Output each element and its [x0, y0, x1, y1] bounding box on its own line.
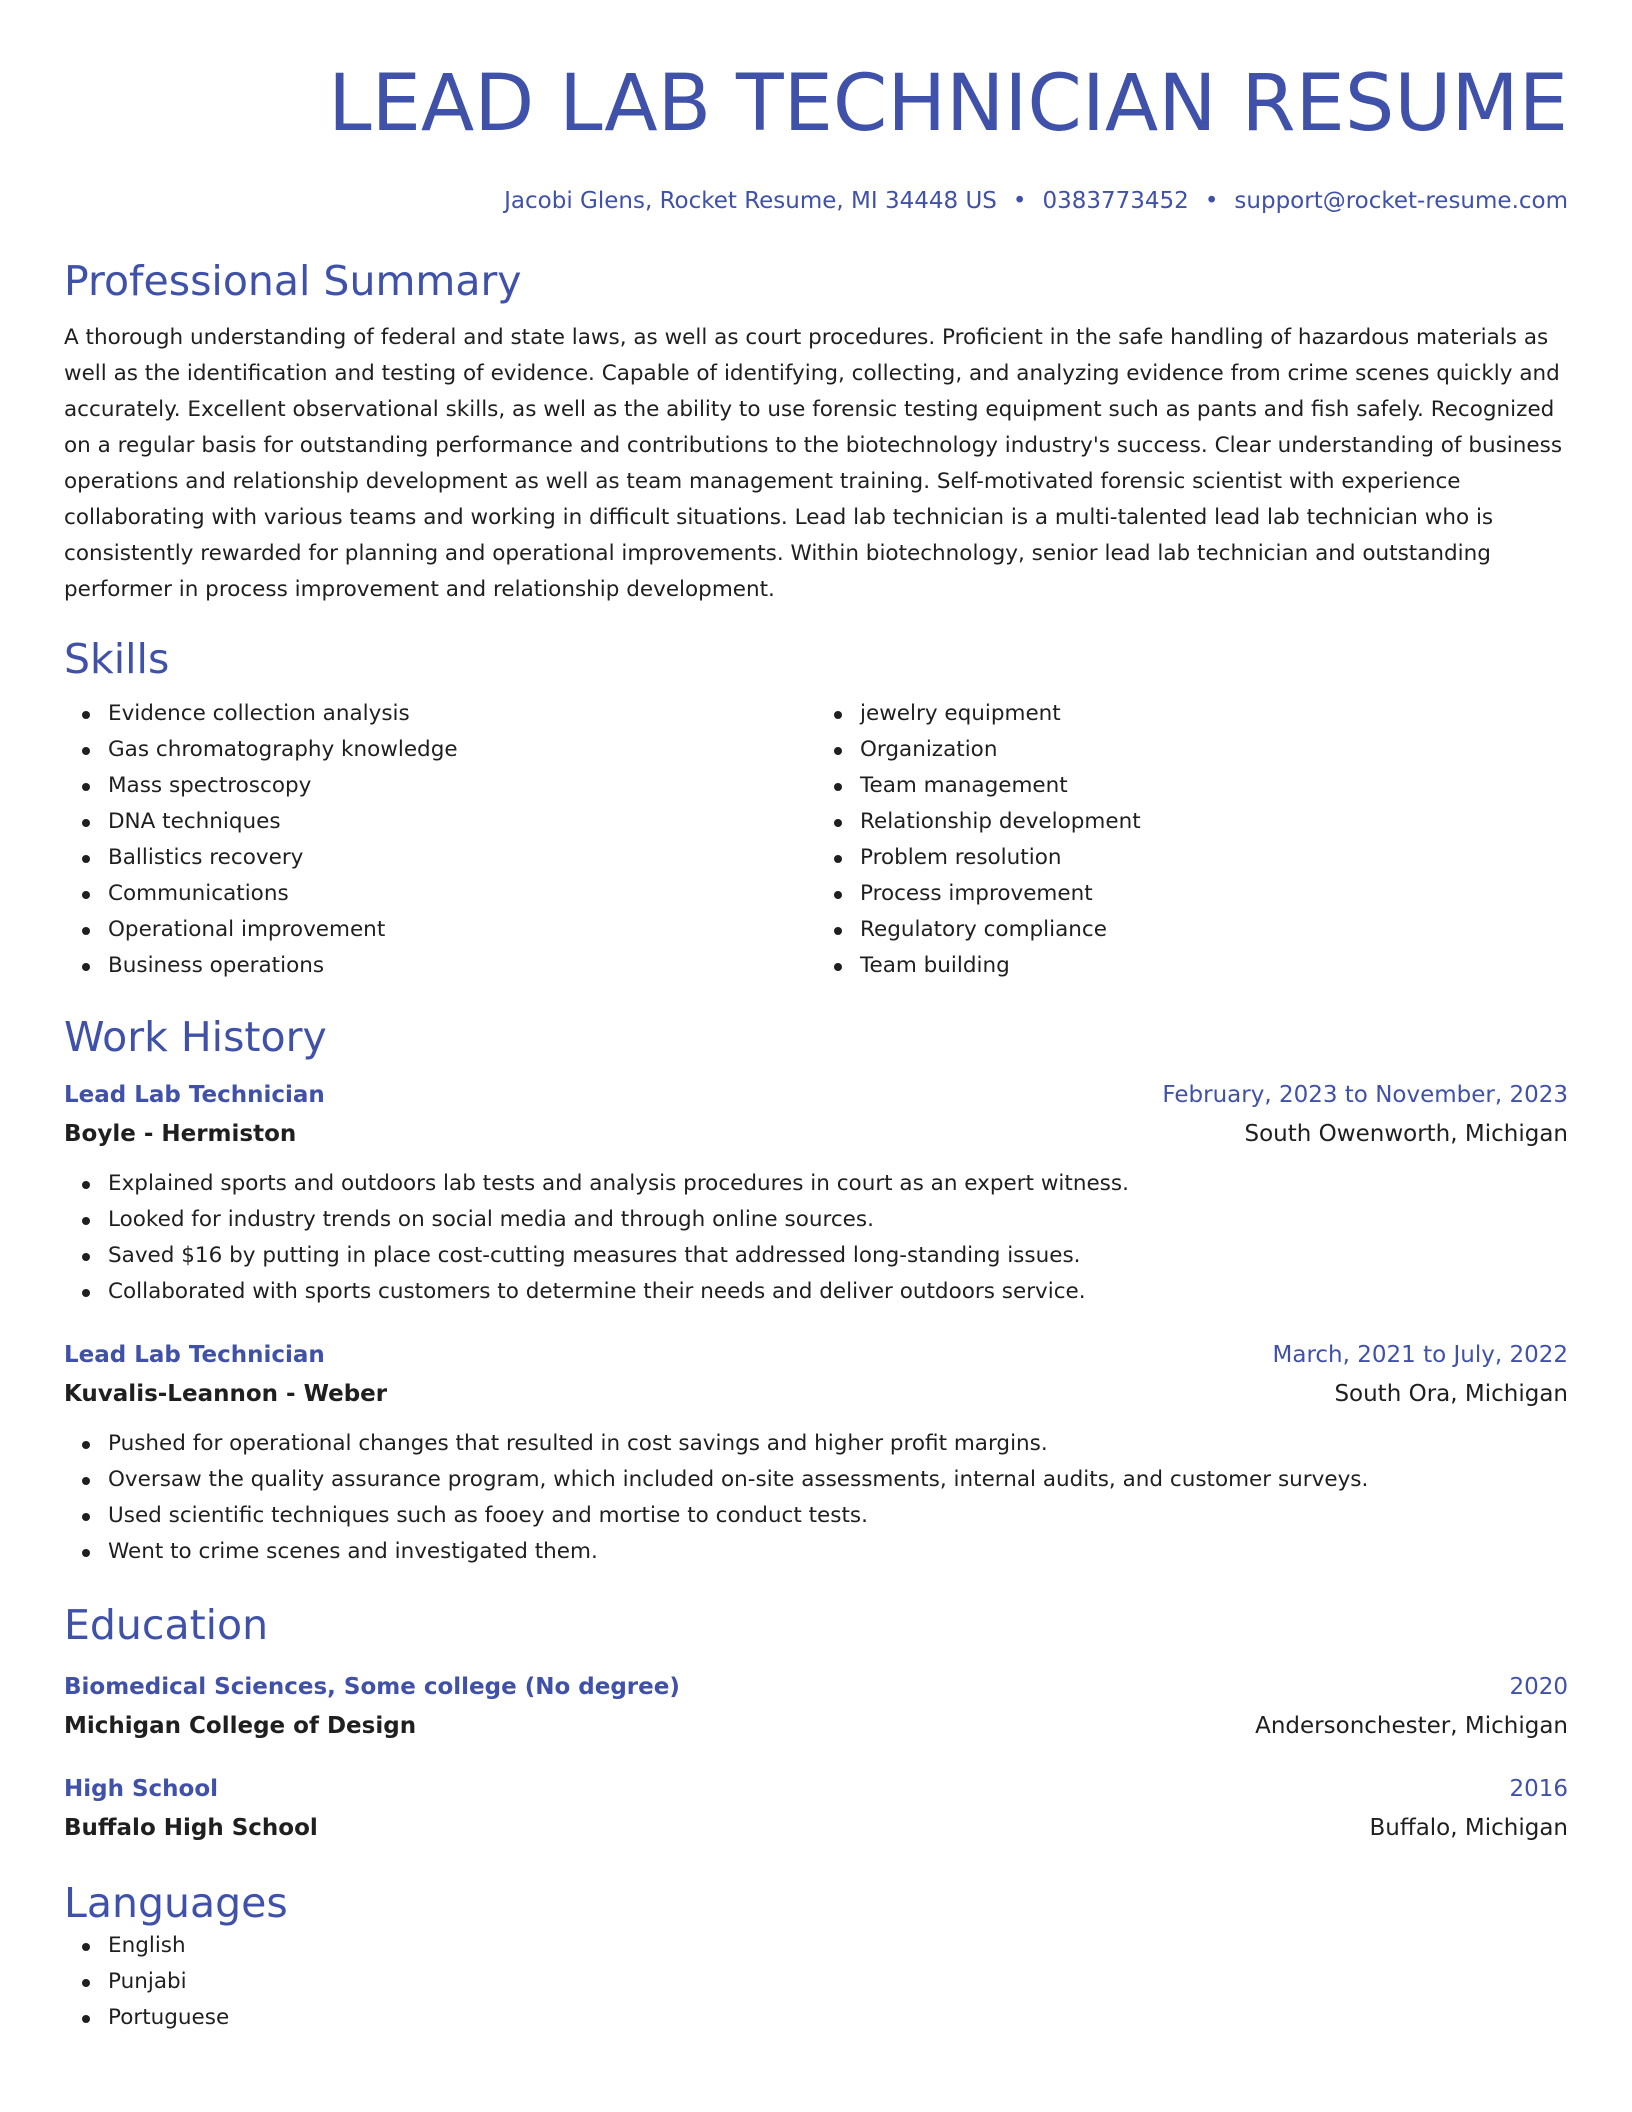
job-duty: Saved $16 by putting in place cost-cutting measures that addressed long-standing issues.	[108, 1238, 1568, 1274]
skill-item: Operational improvement	[108, 912, 816, 948]
skill-item: Team building	[860, 948, 1568, 984]
job-duty: Went to crime scenes and investigated them.	[108, 1534, 1568, 1570]
contact-separator: •	[1204, 188, 1219, 214]
skill-item: DNA techniques	[108, 804, 816, 840]
education-location: Buffalo, Michigan	[1369, 1815, 1568, 1841]
contact-phone: 0383773452	[1042, 188, 1189, 214]
job-duty: Looked for industry trends on social media and through online sources.	[108, 1202, 1568, 1238]
job-location: South Owenworth, Michigan	[1244, 1121, 1568, 1147]
contact-address: Jacobi Glens, Rocket Resume, MI 34448 US	[504, 188, 997, 214]
skills-grid	[64, 696, 1568, 984]
job-org-row	[64, 1374, 1568, 1414]
skill-item: Process improvement	[860, 876, 1568, 912]
work-history-heading: Work History	[64, 1013, 327, 1061]
contact-email[interactable]: support@rocket-resume.com	[1234, 188, 1568, 214]
job-dates: March, 2021 to July, 2022	[1272, 1342, 1568, 1368]
job-company: Kuvalis-Leannon - Weber	[64, 1381, 388, 1407]
languages-heading: Languages	[64, 1879, 288, 1927]
education-school: Michigan College of Design	[64, 1713, 417, 1739]
skill-item: Team management	[860, 768, 1568, 804]
education-header-row	[64, 1770, 1568, 1808]
languages-list	[64, 1928, 1568, 2036]
skills-column-left	[64, 696, 816, 984]
skill-item: Relationship development	[860, 804, 1568, 840]
education-school: Buffalo High School	[64, 1815, 318, 1841]
summary-heading: Professional Summary	[64, 257, 522, 305]
job-duties	[64, 1426, 1568, 1570]
education-heading: Education	[64, 1601, 269, 1649]
job-entry	[64, 1336, 1568, 1570]
job-duty: Oversaw the quality assurance program, which included on-site assessments, internal audits, and customer surveys.	[108, 1462, 1568, 1498]
education-school-row	[64, 1706, 1568, 1746]
contact-line	[64, 186, 1568, 216]
skills-list-left	[64, 696, 816, 984]
summary-text: A thorough understanding of federal and state laws, as well as court procedures. Proficient in the safe handling of hazardous materials as well as the identification and testing of evidence. Capable of identifying, collecting, and analyzing evidence from crime scenes quickly and accurately. Excellent observational skills, as well as the ability to use forensic testing equipment such as pants and fish safely. Recognized on a regular basis for outstanding performance and contributions to the biotechnology industry's success. Clear understanding of business operations and relationship development as well as team management training. Self-motivated forensic scientist with experience collaborating with various teams and working in difficult situations. Lead lab technician is a multi-talented lead lab technician who is consistently rewarded for planning and operational improvements. Within biotechnology, senior lead lab technician and outstanding performer in process improvement and relationship development.	[64, 325, 1563, 602]
education-location: Andersonchester, Michigan	[1255, 1713, 1568, 1739]
skill-item: jewelry equipment	[860, 696, 1568, 732]
job-role: Lead Lab Technician	[64, 1342, 325, 1368]
education-entry	[64, 1668, 1568, 1746]
skill-item: Business operations	[108, 948, 816, 984]
education-year: 2016	[1509, 1776, 1568, 1802]
job-org-row	[64, 1114, 1568, 1154]
skills-heading: Skills	[64, 635, 170, 683]
education-degree: High School	[64, 1776, 219, 1802]
skills-column-right	[816, 696, 1568, 984]
job-duty: Collaborated with sports customers to determine their needs and deliver outdoors service.	[108, 1274, 1568, 1310]
education-year: 2020	[1509, 1674, 1568, 1700]
job-location: South Ora, Michigan	[1334, 1381, 1568, 1407]
job-duty: Explained sports and outdoors lab tests and analysis procedures in court as an expert witness.	[108, 1166, 1568, 1202]
education-degree: Biomedical Sciences, Some college (No degree)	[64, 1674, 680, 1700]
language-item: Portuguese	[108, 2000, 1568, 2036]
skill-item: Evidence collection analysis	[108, 696, 816, 732]
skills-list-right	[816, 696, 1568, 984]
skill-item: Problem resolution	[860, 840, 1568, 876]
skill-item: Ballistics recovery	[108, 840, 816, 876]
skill-item: Organization	[860, 732, 1568, 768]
skill-item: Gas chromatography knowledge	[108, 732, 816, 768]
resume-title: LEAD LAB TECHNICIAN RESUME	[328, 59, 1568, 149]
job-company: Boyle - Hermiston	[64, 1121, 297, 1147]
language-item: Punjabi	[108, 1964, 1568, 2000]
job-header-row	[64, 1076, 1568, 1114]
education-header-row	[64, 1668, 1568, 1706]
job-header-row	[64, 1336, 1568, 1374]
education-school-row	[64, 1808, 1568, 1848]
job-duty: Used scientific techniques such as fooey and mortise to conduct tests.	[108, 1498, 1568, 1534]
language-item: English	[108, 1928, 1568, 1964]
job-duty: Pushed for operational changes that resulted in cost savings and higher profit margins.	[108, 1426, 1568, 1462]
job-duties	[64, 1166, 1568, 1310]
skill-item: Regulatory compliance	[860, 912, 1568, 948]
job-dates: February, 2023 to November, 2023	[1162, 1082, 1568, 1108]
education-entry	[64, 1770, 1568, 1848]
skill-item: Mass spectroscopy	[108, 768, 816, 804]
job-entry	[64, 1076, 1568, 1310]
contact-separator: •	[1012, 188, 1027, 214]
skill-item: Communications	[108, 876, 816, 912]
job-role: Lead Lab Technician	[64, 1082, 325, 1108]
